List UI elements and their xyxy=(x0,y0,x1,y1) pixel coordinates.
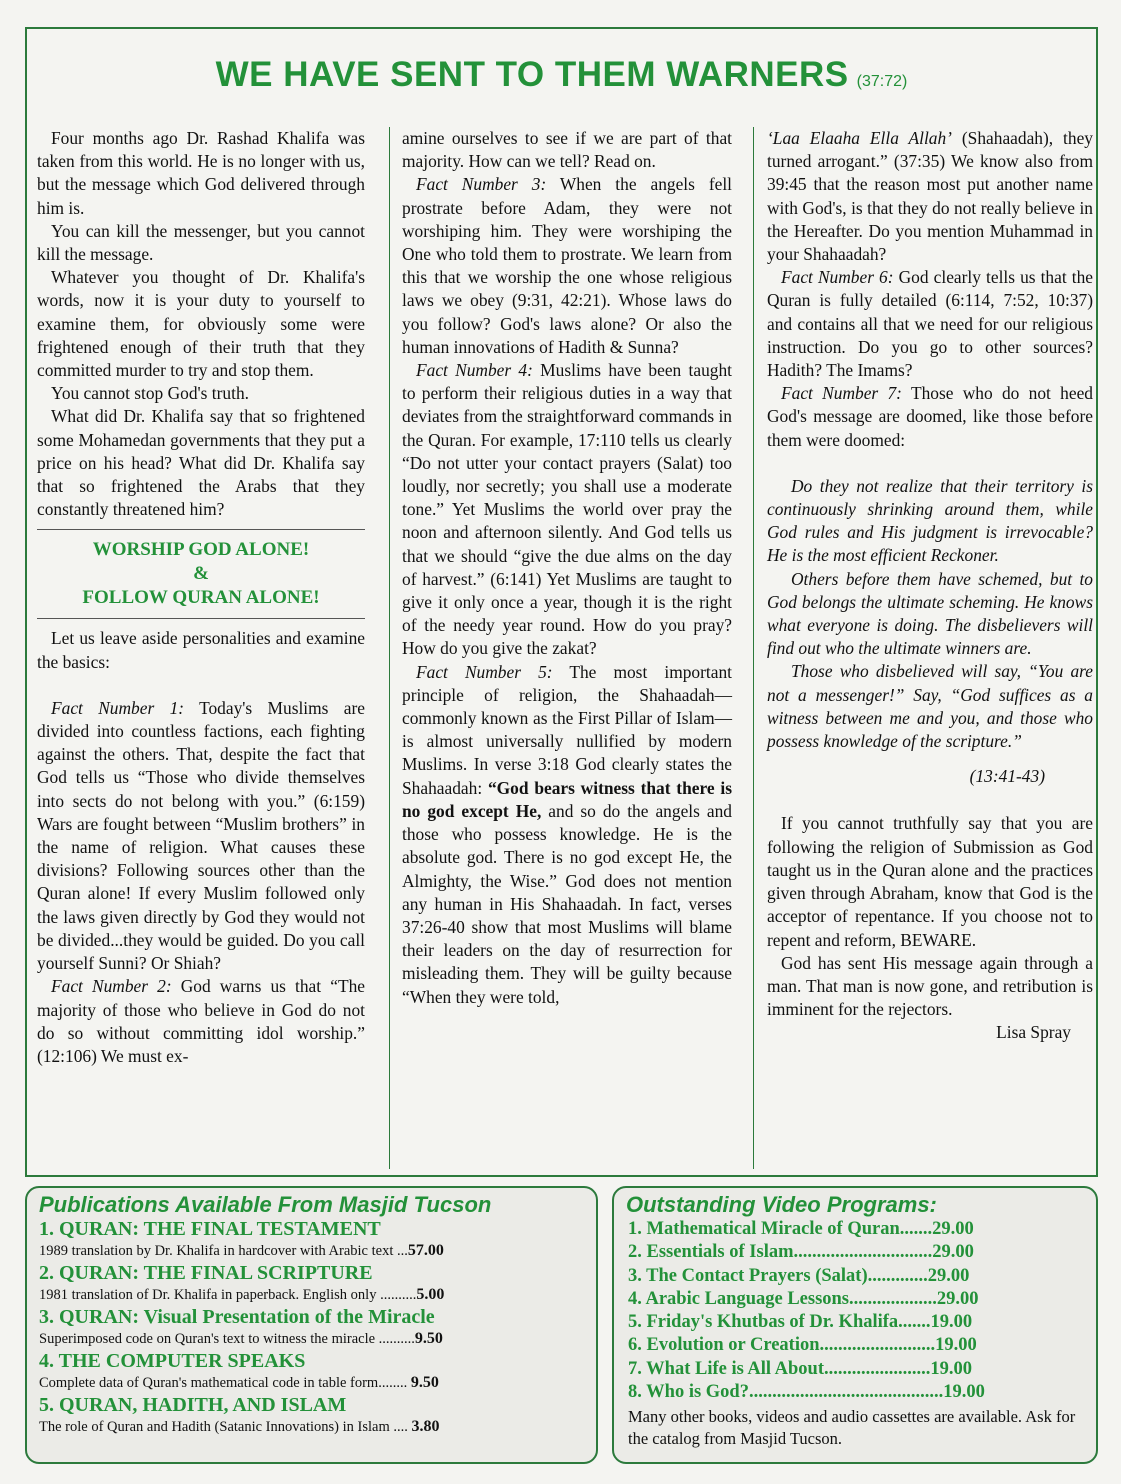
paragraph-text: (Shahaadah), they turned arrogant.” (37:35) We know also from 39:45 that the reason most put another name with God's, is that they do not really believe in the Hereafter. Do you mention Muhammad in your Shahaadah? xyxy=(767,128,1093,265)
publications-box xyxy=(25,1186,598,1464)
fact-label: Fact Number 5: xyxy=(416,661,553,682)
paragraph: You can kill the messenger, but you cannot kill the message. xyxy=(37,220,365,265)
publication-desc xyxy=(39,1372,587,1394)
fact-text: Today's Muslims are divided into countless factions, each fighting against the others. That, despite the fact that God tells us “Those who divide themselves into sects do not belong with you.” (6:159) Wars are fought between “Muslim brothers” in the name of religion. What causes these divisions? Following sources other than the Quran alone! If every Muslim followed only the laws given directly by God they would not be divided...they would be guided. Do you call yourself Sunni? Or Shiah? xyxy=(37,697,365,974)
video-item: 2. Essentials of Islam..............................29.00 xyxy=(628,1242,974,1263)
publication-item xyxy=(39,1262,587,1306)
paragraph: Let us leave aside personalities and examine the basics: xyxy=(37,628,365,672)
column-3 xyxy=(767,127,1093,1045)
catalog-note: Many other books, videos and audio cassettes are available. Ask for the catalog from Masjid Tucson. xyxy=(628,1407,1076,1449)
column-1 xyxy=(37,127,365,1068)
divider xyxy=(37,529,365,530)
video-item: 1. Mathematical Miracle of Quran.......29.00 xyxy=(628,1219,974,1239)
fact-text: God warns us that “The majority of those who believe in God do not do so without committing idol worship.” (12:106) We must ex- xyxy=(37,976,365,1066)
paragraph xyxy=(767,127,1093,266)
article-frame xyxy=(25,27,1098,1177)
publication-name: 1. QURAN: THE FINAL TESTAMENT xyxy=(39,1218,381,1240)
paragraph: God has sent His message again through a man. That man is now gone, and retribution is imminent for the rejectors. xyxy=(767,952,1093,1020)
publication-price: 57.00 xyxy=(407,1242,444,1259)
title-reference: (37:72) xyxy=(856,73,908,90)
fact-text: Muslims have been taught to perform their religious duties in a way that deviates from the straightforward commands in the Quran. For example, 17:110 tells us clearly “Do not utter your contact prayers (Salat) too loudly, nor secretly; you shall use a moderate tone.” Yet Muslims the world over pray the noon and afternoon silently. And God tells us that we should “give the due alms on the day of harvest.” (6:141) Yet Muslims are taught to give it only once a year, though it is the right of the needy year round. How do you pray? How do you give the zakat? xyxy=(402,360,732,659)
paragraph: What did Dr. Khalifa say that so frightened some Mohamedan governments that they put a price on his head? What did Dr. Khalifa say that so frightened the Arabs that they constantly threatened him? xyxy=(37,406,365,520)
paragraph: amine ourselves to see if we are part of that majority. How can we tell? Read on. xyxy=(402,128,732,172)
column-2 xyxy=(402,127,732,1009)
fact-1 xyxy=(37,697,365,975)
publication-name: 5. QURAN, HADITH, AND ISLAM xyxy=(39,1394,347,1416)
quote-verse: Those who disbelieved will say, “You are not a messenger!” Say, “God suffices as a witness between me and you, and those who possess knowledge of the scripture.” xyxy=(767,661,1093,752)
publication-desc-text: Complete data of Quran's mathematical code in table form........ xyxy=(39,1375,411,1391)
publication-price: 9.50 xyxy=(414,1330,443,1347)
fact-label: Fact Number 3: xyxy=(416,174,547,195)
fact-text: The most important principle of religion, the Shahaadah—commonly known as the First Pillar of Islam—is almost universally nullified by modern Muslims. In verse 3:18 God clearly states the Shahaadah: xyxy=(402,661,732,798)
quran-quote xyxy=(767,475,1093,753)
publication-name: 4. THE COMPUTER SPEAKS xyxy=(39,1350,306,1372)
video-item: 6. Evolution or Creation.........................19.00 xyxy=(628,1335,977,1356)
shahaadah-quote: “God bears witness that there is no god except He, xyxy=(402,777,732,821)
fact-text: When the angels fell prostrate before Adam, they were not worshiping him. They were worshiping the One who told them to prostrate. We learn from this that we worship the one whose religious laws we obey (9:31, 42:21). Whose laws do you follow? God's laws alone? Or also the human innovations of Hadith & Sunna? xyxy=(402,174,732,357)
fact-4 xyxy=(402,359,732,661)
fact-label: Fact Number 7: xyxy=(781,383,902,404)
quote-verse: Do they not realize that their territory is continuously shrinking around them, while God rules and His judgment is irrevocable? He is the most efficient Reckoner. xyxy=(767,475,1093,566)
divider xyxy=(37,618,365,619)
column-divider xyxy=(389,127,390,1169)
publication-name: 3. QURAN: Visual Presentation of the Miracle xyxy=(39,1306,435,1328)
publication-item xyxy=(39,1306,587,1350)
title-text: WE HAVE SENT TO THEM WARNERS xyxy=(215,55,849,94)
fact-label: Fact Number 2: xyxy=(51,976,172,997)
publication-desc xyxy=(39,1416,587,1438)
publication-desc xyxy=(39,1284,587,1306)
shahaadah-text: ‘Laa Elaaha Ella Allah’ xyxy=(767,128,952,148)
paragraph: Four months ago Dr. Rashad Khalifa was taken from this world. He is no longer with us, but the message which God delivered through him is. xyxy=(37,128,365,218)
publication-item xyxy=(39,1394,587,1438)
fact-2 xyxy=(37,975,365,1068)
video-item: 5. Friday's Khutbas of Dr. Khalifa.......19.00 xyxy=(628,1312,973,1333)
quote-citation: (13:41-43) xyxy=(969,766,1045,787)
fact-text: Those who do not heed God's message are doomed, like those before them were doomed: xyxy=(767,383,1093,450)
column-divider xyxy=(753,127,754,1169)
publication-price: 5.00 xyxy=(416,1286,445,1303)
video-programs-box xyxy=(612,1186,1098,1464)
paragraph: If you cannot truthfully say that you are following the religion of Submission as God taught us in the Quran alone and the practices given through Abraham, know that God is the acceptor of repentance. If you choose not to repent and reform, BEWARE. xyxy=(767,813,1093,950)
fact-5 xyxy=(402,661,732,1009)
fact-label: Fact Number 4: xyxy=(416,360,533,381)
publications-heading: Publications Available From Masjid Tucson xyxy=(39,1192,492,1217)
publication-desc-text: The role of Quran and Hadith (Satanic Innovations) in Islam .... xyxy=(39,1419,412,1435)
article-title xyxy=(27,55,1096,95)
fact-text: and so do the angels and those who possess knowledge. He is the absolute god. There is no god except He, the Almighty, the Wise.” God does not mention any human in His Shahaadah. In fact, verses 37:26-40 show that most Muslims will blame their leaders on the day of resurrection for misleading them. They will be guilty because “When they were told, xyxy=(402,800,732,1007)
author-signature: Lisa Spray xyxy=(996,1022,1071,1043)
publication-price: 3.80 xyxy=(411,1418,440,1435)
video-item: 3. The Contact Prayers (Salat).............29.00 xyxy=(628,1265,970,1286)
worship-heading xyxy=(37,538,365,610)
publication-price: 9.50 xyxy=(410,1374,439,1391)
video-programs-heading: Outstanding Video Programs: xyxy=(626,1192,937,1217)
quote-verse: Others before them have schemed, but to God belongs the ultimate scheming. He knows what everyone is doing. The disbelievers will find out who the ultimate winners are. xyxy=(767,568,1093,659)
paragraph: Whatever you thought of Dr. Khalifa's words, now it is your duty to yourself to examine them, for obviously some were frightened enough of their truth that they committed murder to try and stop them. xyxy=(37,267,365,381)
fact-3 xyxy=(402,173,732,359)
publication-item xyxy=(39,1350,587,1394)
video-item: 8. Who is God?..........................................19.00 xyxy=(628,1382,985,1403)
worship-ampersand: & xyxy=(193,563,209,585)
worship-line-2: FOLLOW QURAN ALONE! xyxy=(82,587,320,609)
fact-7 xyxy=(767,382,1093,452)
publication-name: 2. QURAN: THE FINAL SCRIPTURE xyxy=(39,1262,373,1284)
publication-item xyxy=(39,1218,587,1262)
video-item: 7. What Life is All About.......................19.00 xyxy=(628,1358,973,1379)
fact-label: Fact Number 6: xyxy=(781,267,894,288)
video-item: 4. Arabic Language Lessons...................29.00 xyxy=(628,1288,979,1309)
publication-desc-text: 1981 translation of Dr. Khalifa in paperback. English only .......... xyxy=(39,1287,417,1303)
fact-6 xyxy=(767,266,1093,382)
publication-desc-text: 1989 translation by Dr. Khalifa in hardcover with Arabic text ... xyxy=(39,1243,408,1259)
worship-line-1: WORSHIP GOD ALONE! xyxy=(92,539,310,561)
publication-desc xyxy=(39,1328,587,1350)
fact-label: Fact Number 1: xyxy=(51,697,185,718)
paragraph: You cannot stop God's truth. xyxy=(51,383,249,404)
fact-text: God clearly tells us that the Quran is fully detailed (6:114, 7:52, 10:37) and contains all that we need for our religious instruction. Do you go to other sources? Hadith? The Imams? xyxy=(767,267,1093,381)
publication-desc-text: Superimposed code on Quran's text to witness the miracle .......... xyxy=(39,1331,415,1347)
publication-desc xyxy=(39,1240,587,1262)
